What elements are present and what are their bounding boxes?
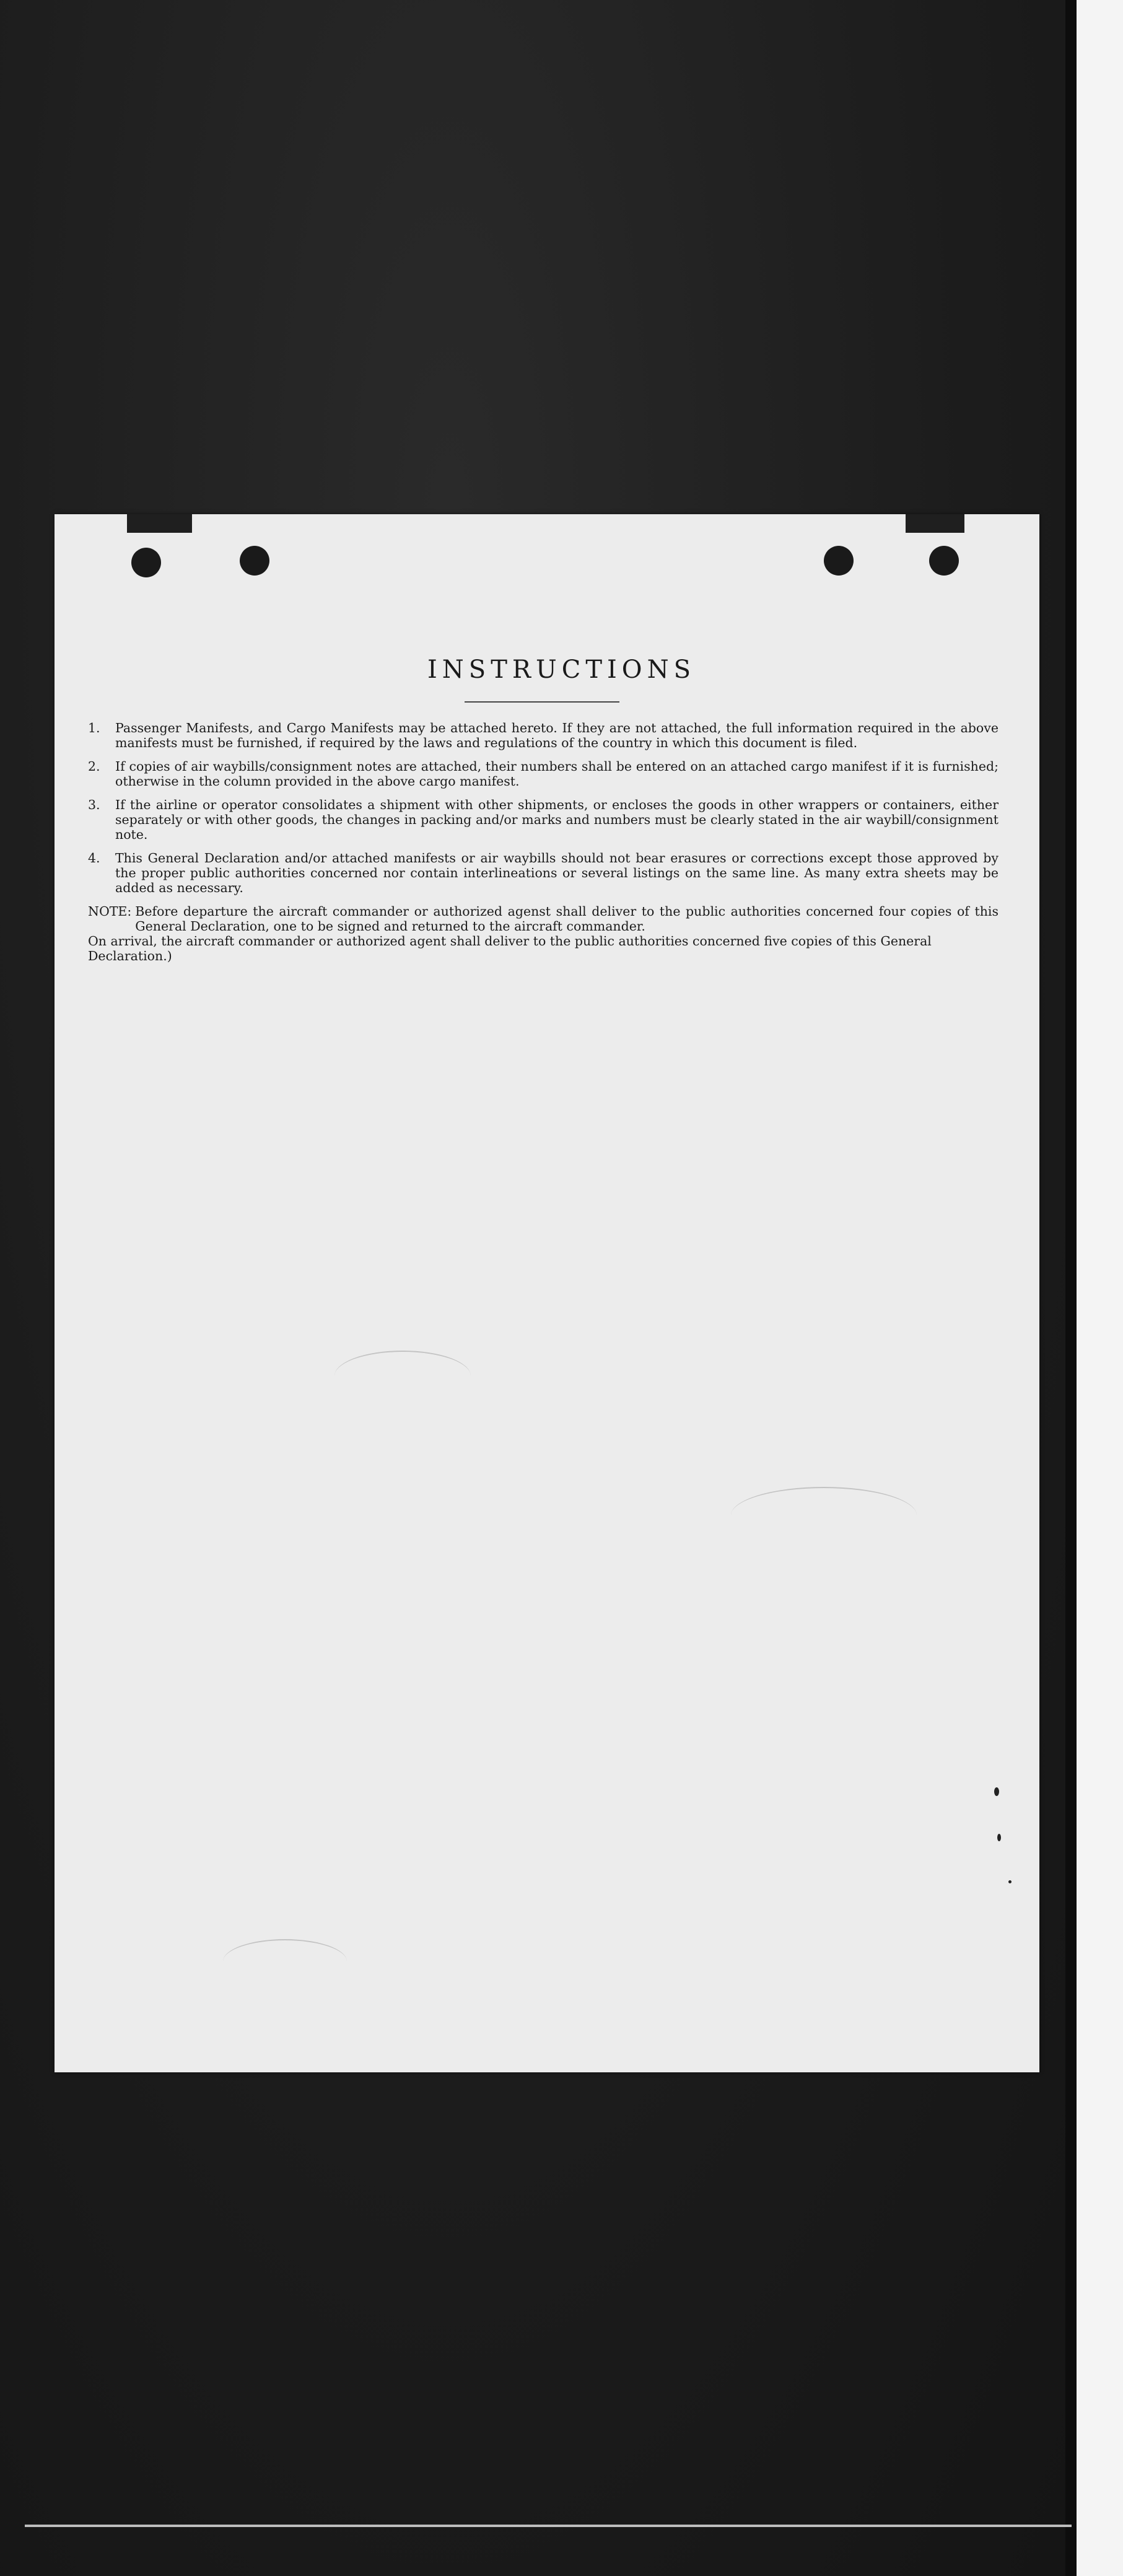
bleed-through-mark	[334, 1351, 471, 1401]
scan-edge	[1077, 0, 1123, 2576]
title-underline	[465, 701, 619, 703]
note-block	[88, 904, 998, 934]
paper-notch	[127, 514, 192, 533]
paper-notch	[906, 514, 964, 533]
item-number: 4.	[88, 851, 100, 865]
speck	[1008, 1880, 1012, 1883]
bleed-through-mark	[223, 1939, 347, 1984]
item-text: If copies of air waybills/consignment notes are attached, their numbers shall be entered on an attached cargo manifest if it is furnished; otherwise in the column provided in the above cargo manifest.	[115, 759, 998, 789]
note-arrival: On arrival, the aircraft commander or authorized agent shall deliver to the public authorities concerned five copies of this General Declaration.)	[88, 934, 932, 963]
speck	[997, 1834, 1001, 1841]
instruction-item	[88, 851, 998, 895]
page-title: INSTRUCTIONS	[427, 655, 696, 684]
item-number: 2.	[88, 759, 100, 774]
bleed-through-mark	[731, 1487, 917, 1544]
item-text: Passenger Manifests, and Cargo Manifests may be attached hereto. If they are not attached, the full information required in the above manifests must be furnished, if required by the laws and regulations of the country in which this document is filed.	[115, 721, 998, 750]
item-text: This General Declaration and/or attached manifests or air waybills should not bear erasures or corrections except those approved by the proper public authorities concerned nor contain interlineations or several listings on the same line. As many extra sheets may be added as necessary.	[115, 851, 998, 895]
instructions-list	[88, 721, 998, 963]
note-departure: Before departure the aircraft commander or authorized agenst shall deliver to the public authorities concerned four copies of this General Declaration, one to be signed and returned to the aircraft commander.	[135, 904, 998, 934]
scan-bottom-line	[25, 2525, 1072, 2527]
instruction-item	[88, 759, 998, 789]
instruction-item	[88, 797, 998, 842]
punch-hole	[240, 546, 269, 576]
punch-hole	[131, 548, 161, 577]
item-number: 3.	[88, 797, 100, 812]
punch-hole	[929, 546, 959, 576]
punch-hole	[824, 546, 854, 576]
item-text: If the airline or operator consolidates a shipment with other shipments, or encloses the goods in other wrappers or containers, either separately or with other goods, the changes in packing and/or marks and numbers must be clearly stated in the air waybill/consignment note.	[115, 797, 998, 842]
note-label: NOTE:	[88, 904, 132, 919]
speck	[994, 1787, 999, 1796]
item-number: 1.	[88, 721, 100, 735]
instruction-item	[88, 721, 998, 750]
